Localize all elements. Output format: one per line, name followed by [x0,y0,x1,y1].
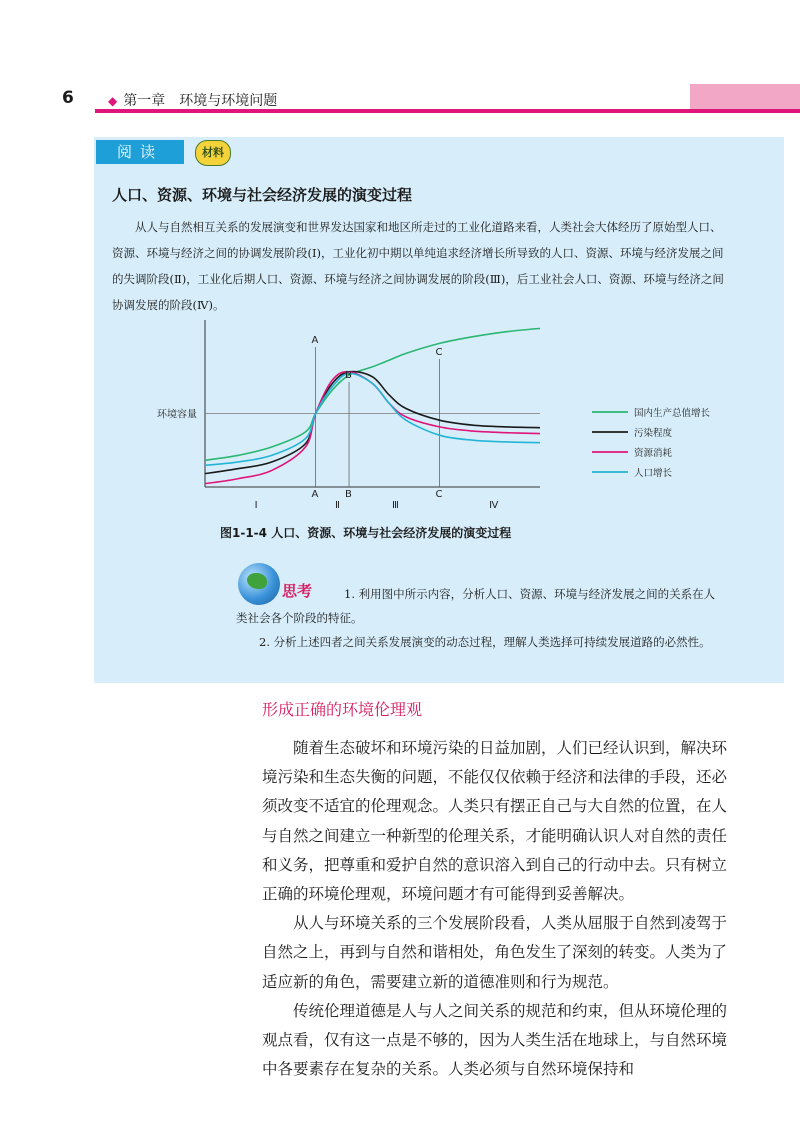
reading-title: 人口、资源、环境与社会经济发展的演变过程 [112,186,413,204]
point-label-c: C [435,347,443,358]
stage-label: Ⅱ [335,500,340,511]
chapter-label: 第一章 环境与环境问题 [123,93,278,109]
series-line [205,328,540,460]
legend-label: 人口增长 [634,468,673,479]
think-question-2: 2. 分析上述四者之间关系发展演变的动态过程，理解人类选择可持续发展道路的必然性。 [259,635,711,649]
section-body [262,734,732,1084]
stage-label: Ⅰ [254,500,258,511]
body-paragraph: 传统伦理道德是人与人之间关系的规范和约束，但从环境伦理的观点看，仅有这一点是不够的，因为人类生活在地球上，与自然环境中各要素存在复杂的关系。人类必须与自然环境保持和 [262,1001,728,1079]
development-chart [0,0,800,560]
series-line [205,372,540,484]
body-paragraph: 随着生态破坏和环境污染的日益加剧，人们已经认识到，解决环境污染和生态失衡的问题，不能仅仅依赖于经济和法律的手段，还必须改变不适宜的伦理观念。人类只有摆正自己与大自然的位置，在人与自然之间建立一种新型的伦理关系，才能明确认识人对自然的责任和义务，把尊重和爱护自然的意识溶入到自己的行动中去。只有树立正确的环境伦理观，环境问题才有可能得到妥善解决。 [262,739,728,904]
body-paragraph: 从人与环境关系的三个发展阶段看，人类从屈服于自然到凌驾于自然之上，再到与自然和谐相处，角色发生了深刻的转变。人类为了适应新的角色，需要建立新的道德准则和行为规范。 [262,914,728,991]
diamond-icon: ◆ [108,94,118,108]
marker-axis-label-a: A [311,489,319,500]
section-title: 形成正确的环境伦理观 [262,700,423,719]
legend-label: 国内生产总值增长 [634,408,711,419]
material-icon: 材料 [195,140,231,166]
stage-label: Ⅳ [489,500,499,511]
marker-axis-label-b: B [345,489,352,500]
capacity-label: 环境容量 [157,409,197,421]
legend-label: 资源消耗 [634,448,673,459]
point-label-b: B [345,370,352,381]
series-line [205,372,540,474]
legend-label: 污染程度 [634,428,673,439]
point-label-a: A [311,335,319,346]
stage-label: Ⅲ [391,500,399,511]
marker-axis-label-c: C [435,489,443,500]
think-question-1: 1. 利用图中所示内容，分析人口、资源、环境与经济发展之间的关系在人类社会各个阶段的特征。 [236,587,716,625]
reading-paragraph: 从人与自然相互关系的发展演变和世界发达国家和地区所走过的工业化道路来看，人类社会大体经历了原始型人口、资源、环境与经济之间的协调发展阶段(Ⅰ)，工业化初中期以单纯追求经济增长所导致的人口、资源、环境与经济发展之间的失调阶段(Ⅱ)，工业化后期人口、资源、环境与经济之间协调发展的阶段(Ⅲ)，后工业社会人口、资源、环境与经济之间协调发展的阶段(Ⅳ)。 [112,220,724,312]
page-number: 6 [62,88,74,108]
figure-caption: 图1-1-4 人口、资源、环境与社会经济发展的演变过程 [220,526,512,540]
reading-label: 阅读 [96,140,184,164]
think-label: 思考 [282,582,313,600]
